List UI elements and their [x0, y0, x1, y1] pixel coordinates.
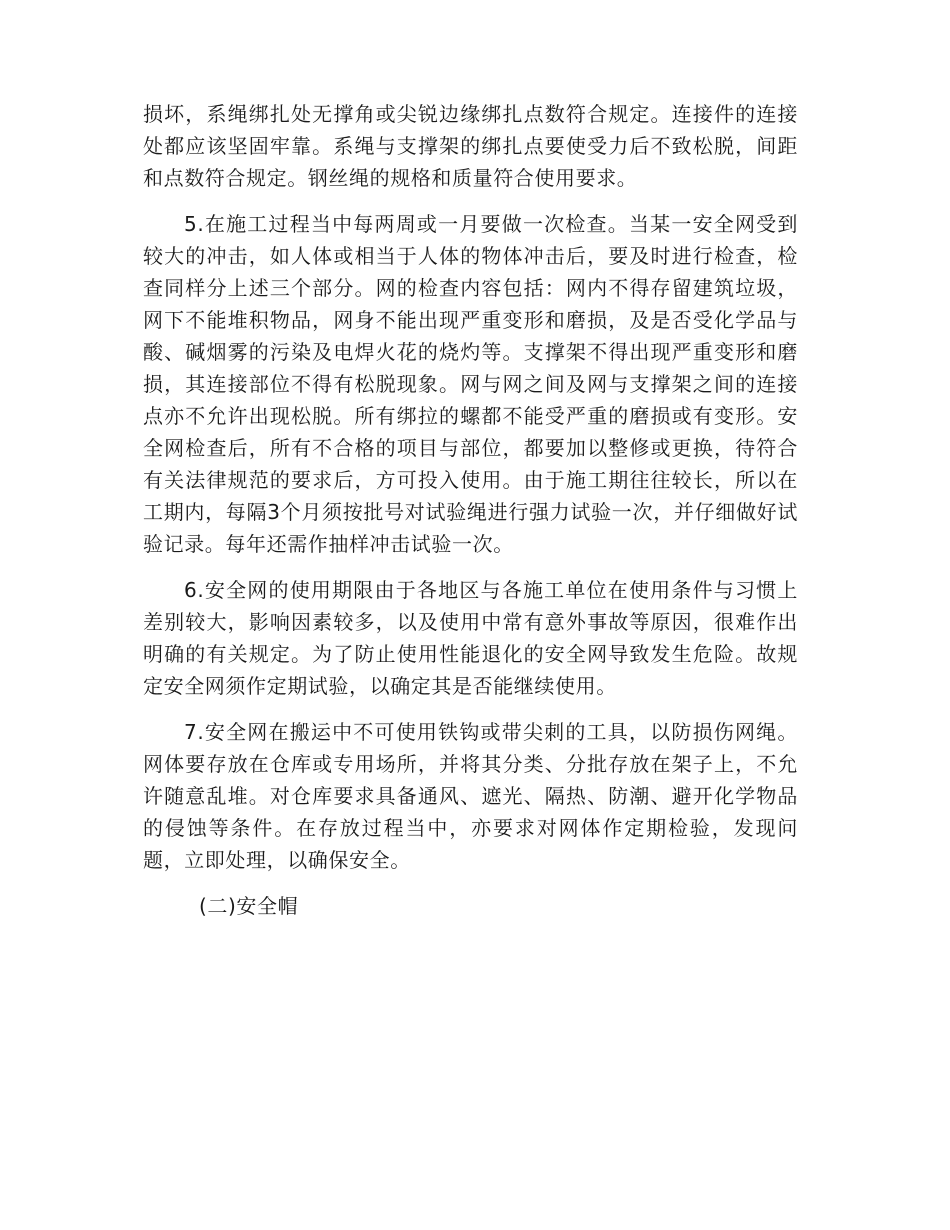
paragraph-continuation: 损坏，系绳绑扎处无撑角或尖锐边缘绑扎点数符合规定。连接件的连接处都应该坚固牢靠。系绳与支撑架的绑扎点要使受力后不致松脱，间距和点数符合规定。钢丝绳的规格和质量符合使用要求。 — [143, 102, 798, 190]
paragraph-item-5: 5.在施工过程当中每两周或一月要做一次检查。当某一安全网受到较大的冲击，如人体或相当于人体的物体冲击后，要及时进行检查，检查同样分上述三个部分。网的检查内容包括：网内不得存留建筑垃圾，网下不能堆积物品，网身不能出现严重变形和磨损，及是否受化学品与酸、碱烟雾的污染及电焊火花的烧灼等。支撑架不得出现严重变形和磨损，其连接部位不得有松脱现象。网与网之间及网与支撑架之间的连接点亦不允许出现松脱。所有绑拉的螺都不能受严重的磨损或有变形。安全网检查后，所有不合格的项目与部位，都要加以整修或更换，待符合有关法律规范的要求后，方可投入使用。由于施工期往往较长，所以在工期内，每隔3个月须按批号对试验绳进行强力试验一次，并仔细做好试验记录。每年还需作抽样冲击试验一次。 — [143, 212, 798, 556]
paragraph-item-7: 7.安全网在搬运中不可使用铁钩或带尖刺的工具，以防损伤网绳。网体要存放在仓库或专用场所，并将其分类、分批存放在架子上，不允许随意乱堆。对仓库要求具备通风、遮光、隔热、防潮、避开化学物品的侵蚀等条件。在存放过程当中，亦要求对网体作定期检验，发现问题，立即处理，以确保安全。 — [143, 720, 798, 872]
section-heading: (二)安全帽 — [199, 894, 299, 918]
document-body — [143, 98, 798, 922]
paragraph-item-6: 6.安全网的使用期限由于各地区与各施工单位在使用条件与习惯上差别较大，影响因素较多，以及使用中常有意外事故等原因，很难作出明确的有关规定。为了防止使用性能退化的安全网导致发生危险。故规定安全网须作定期试验，以确定其是否能继续使用。 — [143, 578, 798, 698]
